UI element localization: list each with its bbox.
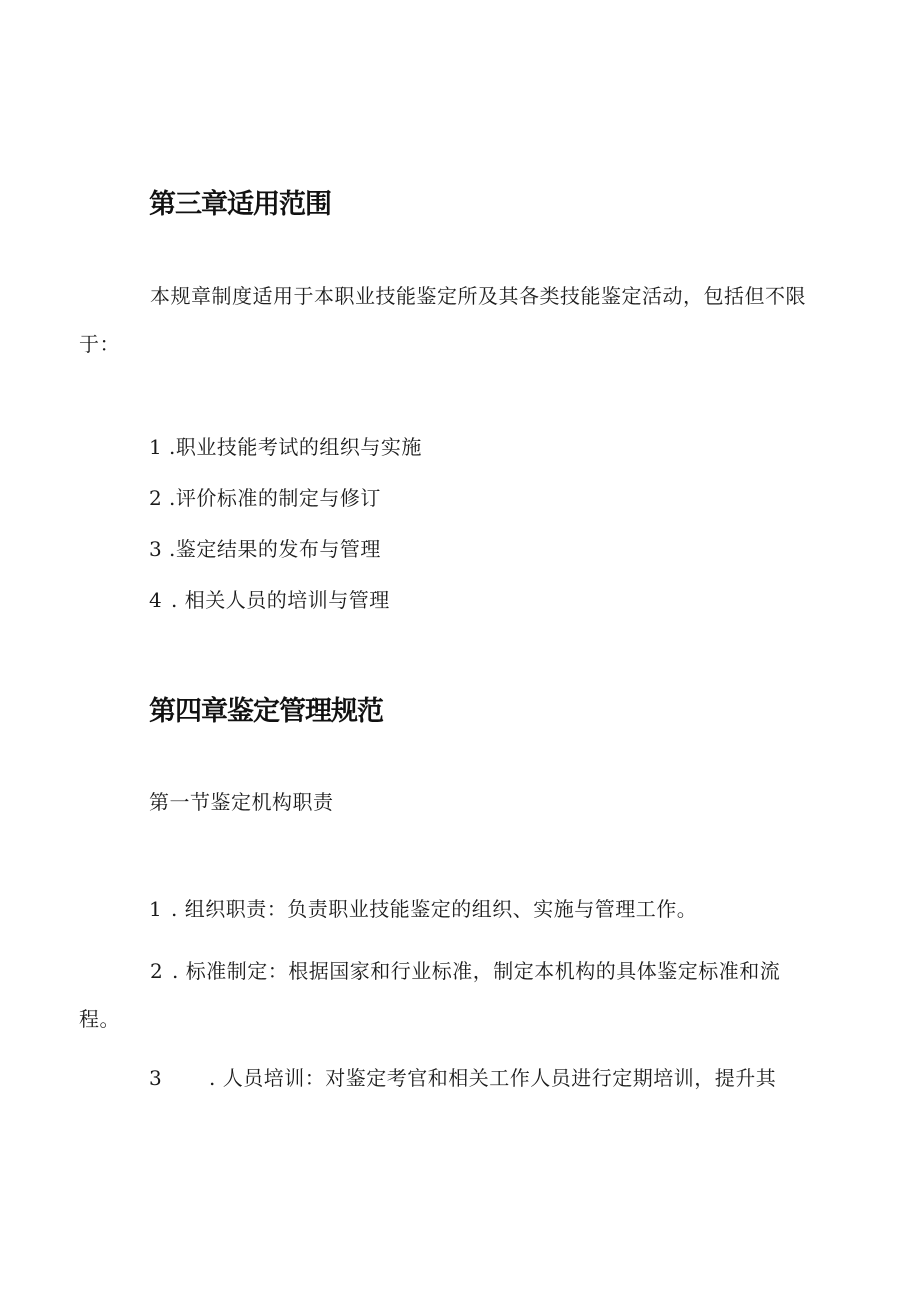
chapter3-intro-paragraph: 本规章制度适用于本职业技能鉴定所及其各类技能鉴定活动，包括但不限于： xyxy=(79,284,806,356)
list-item-text: . 人员培训：对鉴定考官和相关工作人员进行定期培训，提升其 xyxy=(209,1066,777,1090)
list-item-number: 3 xyxy=(149,1066,163,1090)
list-item-number: 4 xyxy=(149,588,163,612)
section1-title: 第一节鉴定机构职责 xyxy=(149,790,334,814)
list-item xyxy=(149,431,422,460)
chapter3-title: 第三章适用范围 xyxy=(149,189,331,220)
list-item-text: .评价标准的制定与修订 xyxy=(169,486,381,510)
list-item xyxy=(149,533,381,562)
list-item xyxy=(149,1062,776,1091)
list-item-text: .职业技能考试的组织与实施 xyxy=(169,435,422,459)
list-item-text: . 相关人员的培训与管理 xyxy=(171,588,390,612)
list-item-number: 3 xyxy=(149,537,163,561)
list-item-text: . 标准制定：根据国家和行业标准，制定本机构的具体鉴定标准和流程。 xyxy=(79,959,781,1031)
list-item-number: 1 xyxy=(149,897,163,921)
chapter4-title: 第四章鉴定管理规范 xyxy=(149,696,383,727)
list-item-number: 2 xyxy=(149,486,163,510)
list-item xyxy=(149,482,381,511)
list-item-number: 1 xyxy=(149,435,163,459)
list-item xyxy=(149,893,697,922)
list-item-text: .鉴定结果的发布与管理 xyxy=(169,537,381,561)
list-item-number: 2 xyxy=(150,959,164,983)
list-item xyxy=(149,584,390,613)
list-item-text: . 组织职责：负责职业技能鉴定的组织、实施与管理工作。 xyxy=(171,897,698,921)
list-item xyxy=(79,947,821,1043)
